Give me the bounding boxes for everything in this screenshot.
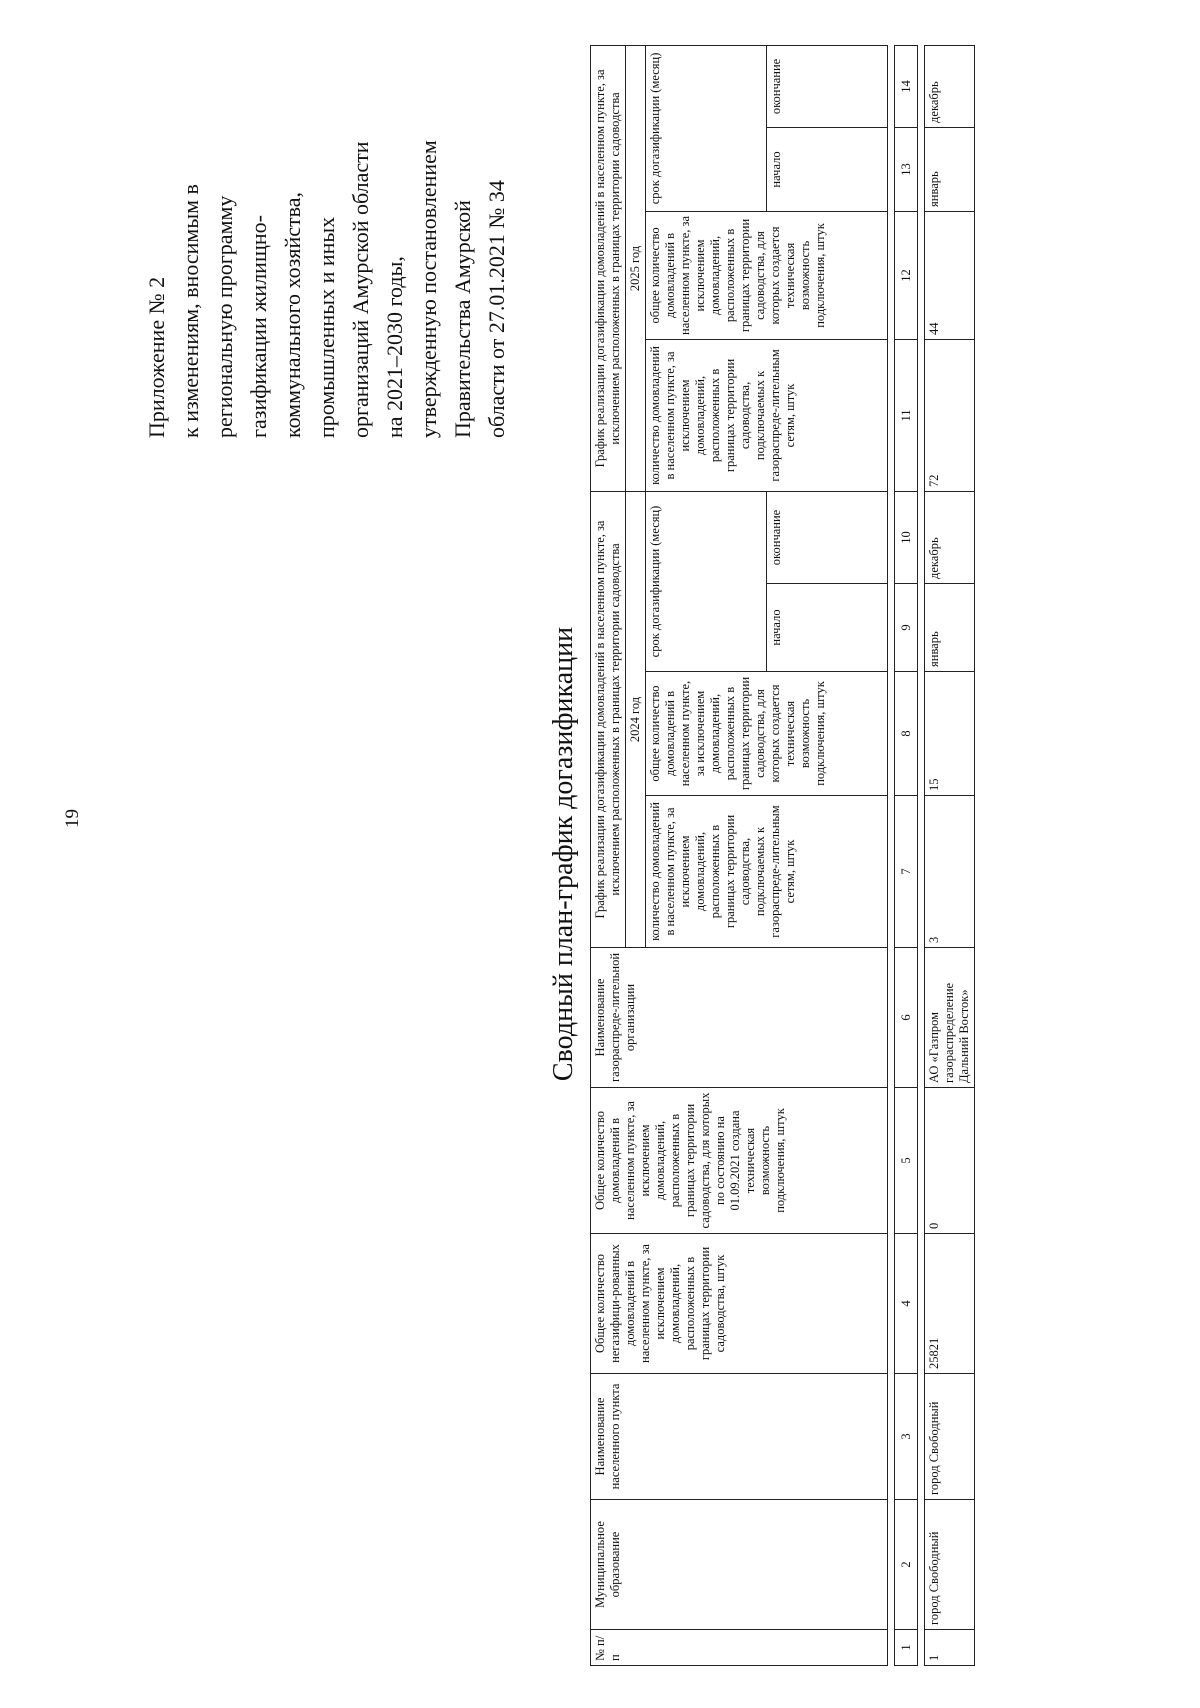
cell-municipality: город Свободный bbox=[925, 1500, 975, 1630]
header-start-2024: начало bbox=[767, 584, 888, 672]
column-number-row bbox=[895, 45, 918, 1665]
appendix-line: области от 27.01.2021 № 34 bbox=[484, 180, 509, 438]
cell-count-2025: 72 bbox=[925, 339, 975, 491]
column-number: 6 bbox=[895, 948, 918, 1088]
header-schedule-2025: График реализации догазификации домовладений в населенном пункте, за исключением расположенных в границах территории садоводства bbox=[591, 45, 626, 491]
table-header-row bbox=[591, 45, 626, 1665]
header-term-2024: срок догазификации (месяц) bbox=[646, 491, 767, 671]
header-count-2024: количество домовладений в населенном пункте, за исключением домовладений, расположенных в границах территории садоводства, подключаемых к газораспреде-лительным сетям, штук bbox=[646, 796, 888, 948]
appendix-line: на 2021–2030 годы, bbox=[382, 256, 407, 438]
appendix-line: утвержденную постановлением bbox=[416, 140, 441, 438]
column-number: 11 bbox=[895, 339, 918, 491]
appendix-line: региональную программу bbox=[212, 195, 237, 438]
cell-total-ungasified: 25821 bbox=[925, 1234, 975, 1374]
cell-total-technical: 0 bbox=[925, 1088, 975, 1234]
column-number: 14 bbox=[895, 45, 918, 127]
header-total-technical: Общее количество домовладений в населенном пункте, за исключением домовладений, расположенных в границах территории садоводства, для которых по состоянию на 01.09.2021 создана техническая возможность подключения, штук bbox=[591, 1088, 888, 1234]
header-term-2025: срок догазификации (месяц) bbox=[646, 45, 767, 211]
column-number: 10 bbox=[895, 491, 918, 583]
header-year-2024: 2024 год bbox=[626, 491, 646, 947]
header-total-ungasified: Общее количество негазифици-рованных домовладений в населенном пункте, за исключением домовладений, расположенных в границах территории садоводства, штук bbox=[591, 1234, 888, 1374]
cell-start-2025: январь bbox=[925, 127, 975, 211]
appendix-note bbox=[140, 18, 514, 438]
header-end-2025: окончание bbox=[767, 45, 888, 127]
appendix-line: промышленных и иных bbox=[314, 216, 339, 438]
header-num: № п/п bbox=[591, 1630, 888, 1666]
document-title: Сводный план-график догазификации bbox=[548, 626, 579, 1082]
table-row bbox=[925, 45, 975, 1665]
header-schedule-2024: График реализации догазификации домовладений в населенном пункте, за исключением расположенных в границах территории садоводства bbox=[591, 491, 626, 947]
column-number: 1 bbox=[895, 1630, 918, 1666]
column-number: 9 bbox=[895, 584, 918, 672]
gasification-plan-table bbox=[590, 45, 975, 1666]
page-number: 19 bbox=[62, 809, 83, 828]
cell-total-2025: 44 bbox=[925, 211, 975, 339]
header-gas-org: Наименование газораспреде-лительной организации bbox=[591, 948, 888, 1088]
column-number: 4 bbox=[895, 1234, 918, 1374]
cell-start-2024: январь bbox=[925, 584, 975, 672]
cell-settlement: город Свободный bbox=[925, 1374, 975, 1500]
cell-end-2024: декабрь bbox=[925, 491, 975, 583]
table-spacer-row bbox=[888, 45, 895, 1665]
cell-total-2024: 15 bbox=[925, 672, 975, 796]
column-number: 12 bbox=[895, 211, 918, 339]
header-start-2025: начало bbox=[767, 127, 888, 211]
cell-end-2025: декабрь bbox=[925, 45, 975, 127]
header-total-2024: общее количество домовладений в населенном пункте, за исключением домовладений, расположенных в границах территории садоводства, для которых создается техническая возможность подключения, штук bbox=[646, 672, 888, 796]
header-year-2025: 2025 год bbox=[626, 45, 646, 491]
header-settlement: Наименование населенного пункта bbox=[591, 1374, 888, 1500]
cell-gas-org: АО «Газпром газораспределение Дальний Восток» bbox=[925, 948, 975, 1088]
column-number: 8 bbox=[895, 672, 918, 796]
appendix-line: организаций Амурской области bbox=[348, 141, 373, 438]
header-end-2024: окончание bbox=[767, 491, 888, 583]
appendix-line: Приложение № 2 bbox=[144, 276, 169, 438]
appendix-line: к изменениям, вносимым в bbox=[178, 184, 203, 438]
appendix-line: Правительства Амурской bbox=[450, 200, 475, 438]
column-number: 2 bbox=[895, 1500, 918, 1630]
appendix-line: газификации жилищно- bbox=[246, 215, 271, 438]
cell-num: 1 bbox=[925, 1630, 975, 1666]
column-number: 7 bbox=[895, 796, 918, 948]
header-total-2025: общее количество домовладений в населенном пункте, за исключением домовладений, расположенных в границах территории садоводства, для которых создается техническая возможность подключения, штук bbox=[646, 211, 888, 339]
header-municipality: Муниципальное образование bbox=[591, 1500, 888, 1630]
column-number: 3 bbox=[895, 1374, 918, 1500]
column-number: 13 bbox=[895, 127, 918, 211]
column-number: 5 bbox=[895, 1088, 918, 1234]
table-spacer-row bbox=[918, 45, 925, 1665]
header-count-2025: количество домовладений в населенном пункте, за исключением домовладений, расположенных в границах территории садоводства, подключаемых к газораспреде-лительным сетям, штук bbox=[646, 339, 888, 491]
appendix-line: коммунального хозяйства, bbox=[280, 192, 305, 438]
cell-count-2024: 3 bbox=[925, 796, 975, 948]
